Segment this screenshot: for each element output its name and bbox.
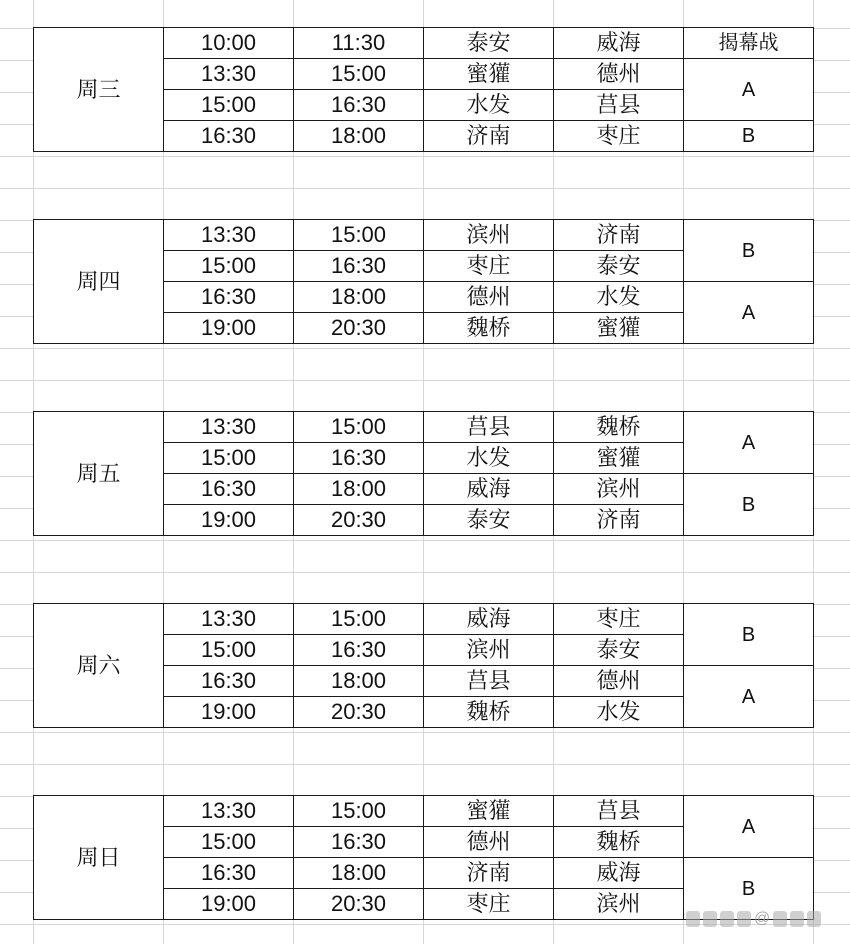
end-time-cell[interactable]: 16:30 [294, 251, 424, 282]
home-team-cell[interactable]: 莒县 [424, 666, 554, 697]
schedule-block-sun [33, 795, 814, 920]
away-team-cell[interactable]: 莒县 [554, 90, 684, 121]
away-team-cell[interactable]: 莒县 [554, 796, 684, 827]
group-cell[interactable]: B [684, 858, 814, 920]
day-cell[interactable]: 周四 [34, 220, 164, 344]
home-team-cell[interactable]: 水发 [424, 443, 554, 474]
away-team-cell[interactable]: 济南 [554, 220, 684, 251]
home-team-cell[interactable]: 蜜獾 [424, 796, 554, 827]
away-team-cell[interactable]: 滨州 [554, 474, 684, 505]
home-team-cell[interactable]: 枣庄 [424, 251, 554, 282]
away-team-cell[interactable]: 德州 [554, 666, 684, 697]
schedule-block-sat [33, 603, 814, 728]
end-time-cell[interactable]: 15:00 [294, 604, 424, 635]
start-time-cell[interactable]: 16:30 [164, 121, 294, 152]
home-team-cell[interactable]: 泰安 [424, 28, 554, 59]
home-team-cell[interactable]: 威海 [424, 604, 554, 635]
end-time-cell[interactable]: 11:30 [294, 28, 424, 59]
end-time-cell[interactable]: 16:30 [294, 827, 424, 858]
blurred-watermark-icon: @ [686, 908, 836, 930]
end-time-cell[interactable]: 18:00 [294, 666, 424, 697]
schedule-block-thu [33, 219, 814, 344]
home-team-cell[interactable]: 滨州 [424, 635, 554, 666]
home-team-cell[interactable]: 德州 [424, 827, 554, 858]
end-time-cell[interactable]: 16:30 [294, 90, 424, 121]
end-time-cell[interactable]: 16:30 [294, 443, 424, 474]
away-team-cell[interactable]: 魏桥 [554, 412, 684, 443]
group-cell[interactable]: B [684, 220, 814, 282]
start-time-cell[interactable]: 19:00 [164, 505, 294, 536]
start-time-cell[interactable]: 13:30 [164, 604, 294, 635]
home-team-cell[interactable]: 枣庄 [424, 889, 554, 920]
group-cell[interactable]: A [684, 282, 814, 344]
day-cell[interactable]: 周五 [34, 412, 164, 536]
home-team-cell[interactable]: 魏桥 [424, 313, 554, 344]
start-time-cell[interactable]: 10:00 [164, 28, 294, 59]
away-team-cell[interactable]: 蜜獾 [554, 443, 684, 474]
start-time-cell[interactable]: 16:30 [164, 666, 294, 697]
home-team-cell[interactable]: 滨州 [424, 220, 554, 251]
away-team-cell[interactable]: 水发 [554, 697, 684, 728]
away-team-cell[interactable]: 威海 [554, 28, 684, 59]
start-time-cell[interactable]: 15:00 [164, 90, 294, 121]
end-time-cell[interactable]: 18:00 [294, 282, 424, 313]
start-time-cell[interactable]: 13:30 [164, 220, 294, 251]
end-time-cell[interactable]: 18:00 [294, 121, 424, 152]
group-cell[interactable]: B [684, 121, 814, 152]
day-cell[interactable]: 周三 [34, 28, 164, 152]
away-team-cell[interactable]: 威海 [554, 858, 684, 889]
home-team-cell[interactable]: 水发 [424, 90, 554, 121]
start-time-cell[interactable]: 13:30 [164, 412, 294, 443]
away-team-cell[interactable]: 蜜獾 [554, 313, 684, 344]
group-cell[interactable]: B [684, 474, 814, 536]
home-team-cell[interactable]: 济南 [424, 121, 554, 152]
away-team-cell[interactable]: 枣庄 [554, 121, 684, 152]
end-time-cell[interactable]: 15:00 [294, 796, 424, 827]
away-team-cell[interactable]: 济南 [554, 505, 684, 536]
day-cell[interactable]: 周六 [34, 604, 164, 728]
start-time-cell[interactable]: 15:00 [164, 635, 294, 666]
schedule-block-fri [33, 411, 814, 536]
day-cell[interactable]: 周日 [34, 796, 164, 920]
table-row [34, 604, 814, 635]
group-cell[interactable]: A [684, 412, 814, 474]
end-time-cell[interactable]: 20:30 [294, 505, 424, 536]
table-row [34, 796, 814, 827]
start-time-cell[interactable]: 13:30 [164, 796, 294, 827]
end-time-cell[interactable]: 20:30 [294, 697, 424, 728]
start-time-cell[interactable]: 16:30 [164, 474, 294, 505]
group-cell[interactable]: A [684, 796, 814, 858]
end-time-cell[interactable]: 20:30 [294, 313, 424, 344]
home-team-cell[interactable]: 魏桥 [424, 697, 554, 728]
table-row [34, 412, 814, 443]
end-time-cell[interactable]: 15:00 [294, 412, 424, 443]
end-time-cell[interactable]: 20:30 [294, 889, 424, 920]
start-time-cell[interactable]: 16:30 [164, 282, 294, 313]
table-row [34, 28, 814, 59]
start-time-cell[interactable]: 15:00 [164, 827, 294, 858]
away-team-cell[interactable]: 滨州 [554, 889, 684, 920]
end-time-cell[interactable]: 15:00 [294, 59, 424, 90]
home-team-cell[interactable]: 济南 [424, 858, 554, 889]
away-team-cell[interactable]: 泰安 [554, 635, 684, 666]
group-cell[interactable]: B [684, 604, 814, 666]
group-cell[interactable]: 揭幕战 [684, 28, 814, 59]
start-time-cell[interactable]: 19:00 [164, 697, 294, 728]
schedule-block-wed [33, 27, 814, 152]
away-team-cell[interactable]: 水发 [554, 282, 684, 313]
away-team-cell[interactable]: 魏桥 [554, 827, 684, 858]
home-team-cell[interactable]: 蜜獾 [424, 59, 554, 90]
home-team-cell[interactable]: 莒县 [424, 412, 554, 443]
group-cell[interactable]: A [684, 666, 814, 728]
home-team-cell[interactable]: 泰安 [424, 505, 554, 536]
away-team-cell[interactable]: 枣庄 [554, 604, 684, 635]
table-row [34, 220, 814, 251]
group-cell[interactable]: A [684, 59, 814, 121]
home-team-cell[interactable]: 威海 [424, 474, 554, 505]
away-team-cell[interactable]: 德州 [554, 59, 684, 90]
away-team-cell[interactable]: 泰安 [554, 251, 684, 282]
start-time-cell[interactable]: 13:30 [164, 59, 294, 90]
start-time-cell[interactable]: 15:00 [164, 251, 294, 282]
end-time-cell[interactable]: 18:00 [294, 474, 424, 505]
start-time-cell[interactable]: 19:00 [164, 313, 294, 344]
end-time-cell[interactable]: 18:00 [294, 858, 424, 889]
start-time-cell[interactable]: 16:30 [164, 858, 294, 889]
start-time-cell[interactable]: 19:00 [164, 889, 294, 920]
start-time-cell[interactable]: 15:00 [164, 443, 294, 474]
end-time-cell[interactable]: 15:00 [294, 220, 424, 251]
end-time-cell[interactable]: 16:30 [294, 635, 424, 666]
home-team-cell[interactable]: 德州 [424, 282, 554, 313]
